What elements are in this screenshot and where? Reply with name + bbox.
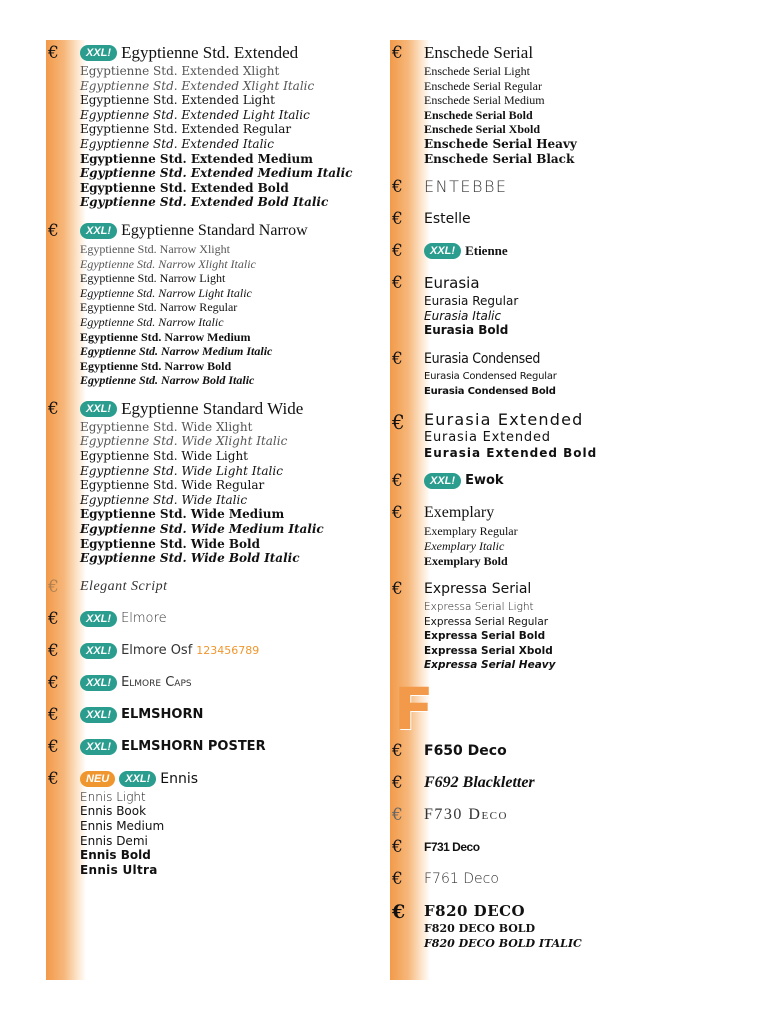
euro-icon: €	[392, 209, 403, 230]
font-title: ELMSHORN	[121, 706, 204, 722]
euro-icon: €	[48, 220, 59, 241]
font-style: Egyptienne Std. Wide Xlight	[80, 419, 253, 434]
font-entry	[392, 502, 762, 568]
euro-icon: €	[392, 805, 403, 825]
font-title: Estelle	[424, 211, 471, 228]
font-style: Expressa Serial Light	[424, 601, 534, 614]
font-title: ENTEBBE	[424, 177, 508, 197]
font-title: Egyptienne Standard Narrow	[121, 221, 308, 239]
euro-icon: €	[392, 471, 403, 492]
font-title: Elmore	[121, 610, 167, 626]
font-style: Eurasia Italic	[424, 308, 502, 323]
euro-icon: €	[392, 741, 403, 761]
font-style: Enschede Serial Medium	[424, 93, 545, 108]
font-style: F820 DECO BOLD ITALIC	[424, 936, 582, 950]
euro-icon: €	[392, 410, 405, 435]
font-entry	[392, 409, 762, 460]
font-title: F820 DECO	[424, 902, 526, 920]
font-title: Eurasia Extended	[424, 410, 584, 430]
font-title: Expressa Serial	[424, 581, 532, 598]
font-style: Eurasia Condensed Bold	[424, 385, 556, 397]
font-style: Expressa Serial Heavy	[424, 659, 556, 672]
font-style: Expressa Serial Bold	[424, 630, 546, 643]
font-title: Elmore Caps	[121, 674, 192, 690]
euro-icon: €	[48, 43, 59, 63]
xxl-badge: XXL!	[80, 223, 117, 239]
font-style: Egyptienne Std. Extended Bold Italic	[80, 195, 329, 210]
font-style: Egyptienne Std. Narrow Bold	[80, 358, 232, 373]
euro-icon: €	[392, 503, 403, 524]
euro-icon: €	[392, 43, 403, 63]
font-style: Eurasia Regular	[424, 294, 519, 309]
font-style: Ennis Book	[80, 804, 147, 819]
xxl-badge: XXL!	[80, 675, 117, 691]
font-style: Enschede Serial Heavy	[424, 136, 577, 151]
font-title: F731 Deco	[424, 840, 480, 854]
font-entry	[392, 208, 762, 230]
euro-icon: €	[48, 608, 59, 629]
font-list-right-f	[392, 740, 762, 961]
euro-icon: €	[48, 398, 59, 419]
font-style: Egyptienne Std. Narrow Italic	[80, 314, 224, 329]
font-style: Exemplary Italic	[424, 538, 505, 553]
font-entry	[48, 704, 378, 726]
font-style: Egyptienne Std. Extended Xlight Italic	[80, 78, 315, 93]
font-title: Eurasia	[424, 274, 480, 293]
font-style: Egyptienne Std. Narrow Regular	[80, 300, 238, 315]
font-list-right	[392, 42, 762, 683]
xxl-badge: XXL!	[80, 611, 117, 627]
font-title: Exemplary	[424, 504, 495, 522]
font-entry	[392, 900, 762, 951]
font-style: Egyptienne Std. Wide Bold Italic	[80, 551, 300, 566]
font-style: Egyptienne Std. Narrow Light Italic	[80, 285, 252, 300]
euro-icon: €	[48, 640, 59, 661]
euro-icon: €	[392, 241, 403, 262]
font-entry	[392, 470, 762, 492]
font-style: Eurasia Bold	[424, 323, 509, 338]
font-style: Expressa Serial Xbold	[424, 644, 553, 657]
font-style: Egyptienne Std. Extended Medium Italic	[80, 166, 353, 181]
font-style: Enschede Serial Bold	[424, 107, 533, 122]
font-style: Expressa Serial Regular	[424, 615, 549, 628]
font-style: Enschede Serial Black	[424, 151, 575, 166]
font-style: Enschede Serial Xbold	[424, 122, 541, 137]
euro-icon: €	[392, 273, 403, 294]
font-style: Egyptienne Std. Wide Xlight Italic	[80, 434, 288, 449]
font-title: F761 Deco	[424, 871, 499, 887]
font-entry	[48, 608, 378, 630]
xxl-badge: XXL!	[424, 473, 461, 489]
euro-icon: €	[48, 672, 59, 693]
section-letter: F	[394, 675, 434, 743]
font-entry	[392, 176, 762, 198]
font-entry	[392, 42, 762, 166]
font-style: Egyptienne Std. Extended Regular	[80, 122, 292, 137]
euro-icon: €	[392, 837, 403, 857]
xxl-badge: XXL!	[80, 643, 117, 659]
euro-icon: €	[392, 348, 403, 369]
font-title: F650 Deco	[424, 743, 507, 759]
font-title: Etienne	[465, 243, 508, 259]
font-entry	[48, 220, 378, 388]
font-title: Egyptienne Std. Extended	[121, 43, 299, 62]
font-entry	[392, 804, 762, 826]
font-style: Egyptienne Std. Wide Medium	[80, 507, 285, 522]
font-entry	[48, 576, 378, 598]
font-style: Ennis Demi	[80, 833, 148, 848]
font-style: Ennis Medium	[80, 819, 165, 833]
xxl-badge: XXL!	[119, 771, 156, 787]
font-style: Egyptienne Std. Extended Xlight	[80, 64, 280, 78]
font-style: Egyptienne Std. Wide Medium Italic	[80, 522, 324, 537]
font-style: Exemplary Bold	[424, 553, 508, 568]
oldstyle-figures: 123456789	[196, 643, 260, 657]
font-style: Egyptienne Std. Narrow Bold Italic	[80, 373, 255, 388]
font-style: Eurasia Extended Bold	[424, 445, 598, 460]
font-title: F730 Deco	[424, 806, 508, 823]
euro-icon: €	[392, 901, 406, 923]
font-entry	[48, 736, 378, 758]
xxl-badge: XXL!	[80, 707, 117, 723]
font-style: Eurasia Extended	[424, 430, 551, 446]
font-style: Egyptienne Std. Wide Light	[80, 449, 248, 464]
xxl-badge: XXL!	[80, 45, 117, 61]
font-entry	[48, 42, 378, 210]
font-style: Egyptienne Std. Extended Bold	[80, 180, 289, 195]
font-list-left	[48, 42, 378, 887]
font-title: Elmore Osf	[121, 642, 193, 658]
font-style: Egyptienne Std. Extended Medium	[80, 151, 313, 166]
font-style: Ennis Ultra	[80, 862, 158, 877]
font-style: Egyptienne Std. Wide Regular	[80, 478, 265, 493]
font-entry	[392, 868, 762, 890]
font-title: Enschede Serial	[424, 43, 534, 62]
font-entry	[392, 348, 762, 399]
font-style: Egyptienne Std. Extended Italic	[80, 136, 274, 151]
font-entry	[392, 772, 762, 794]
font-style: Egyptienne Std. Extended Light Italic	[80, 107, 310, 122]
font-entry	[48, 768, 378, 878]
font-title: Elegant Script	[80, 578, 168, 594]
font-style: Exemplary Regular	[424, 524, 518, 539]
euro-icon: €	[48, 704, 59, 725]
euro-icon: €	[392, 579, 403, 600]
font-title: Eurasia Condensed	[424, 350, 541, 367]
font-style: F820 DECO BOLD	[424, 922, 536, 935]
font-style: Egyptienne Std. Wide Bold	[80, 536, 260, 551]
font-style: Egyptienne Std. Narrow Xlight Italic	[80, 256, 256, 271]
font-style: Egyptienne Std. Wide Light Italic	[80, 463, 283, 478]
euro-icon: €	[48, 736, 59, 757]
xxl-badge: XXL!	[424, 243, 461, 259]
font-entry	[392, 240, 762, 262]
font-entry	[392, 272, 762, 338]
neu-badge: NEU	[80, 771, 115, 787]
font-title: Ennis	[160, 770, 199, 787]
font-style: Egyptienne Std. Narrow Xlight	[80, 241, 230, 256]
font-entry	[392, 740, 762, 762]
font-style: Ennis Bold	[80, 848, 151, 863]
font-entry	[392, 836, 762, 858]
font-title: Egyptienne Standard Wide	[121, 398, 304, 418]
euro-icon: €	[392, 177, 403, 198]
font-style: Egyptienne Std. Narrow Light	[80, 271, 226, 286]
euro-icon: €	[392, 773, 403, 793]
font-entry	[48, 672, 378, 694]
font-style: Egyptienne Std. Narrow Medium	[80, 329, 251, 344]
font-style: Egyptienne Std. Narrow Medium Italic	[80, 344, 273, 359]
font-style: Enschede Serial Regular	[424, 78, 542, 93]
xxl-badge: XXL!	[80, 739, 117, 755]
euro-icon: €	[48, 768, 59, 789]
font-entry	[392, 578, 762, 673]
font-title: ELMSHORN POSTER	[121, 738, 266, 754]
euro-icon: €	[48, 576, 59, 597]
font-title: F692 Blackletter	[424, 774, 535, 791]
font-entry	[48, 640, 378, 662]
font-style: Ennis Light	[80, 789, 146, 804]
font-entry	[48, 398, 378, 566]
euro-icon: €	[392, 869, 403, 889]
font-style: Enschede Serial Light	[424, 64, 530, 78]
font-style: Egyptienne Std. Extended Light	[80, 93, 275, 108]
font-title: Ewok	[465, 473, 504, 489]
font-style: Eurasia Condensed Regular	[424, 370, 557, 382]
xxl-badge: XXL!	[80, 401, 117, 417]
font-style: Egyptienne Std. Wide Italic	[80, 492, 248, 507]
